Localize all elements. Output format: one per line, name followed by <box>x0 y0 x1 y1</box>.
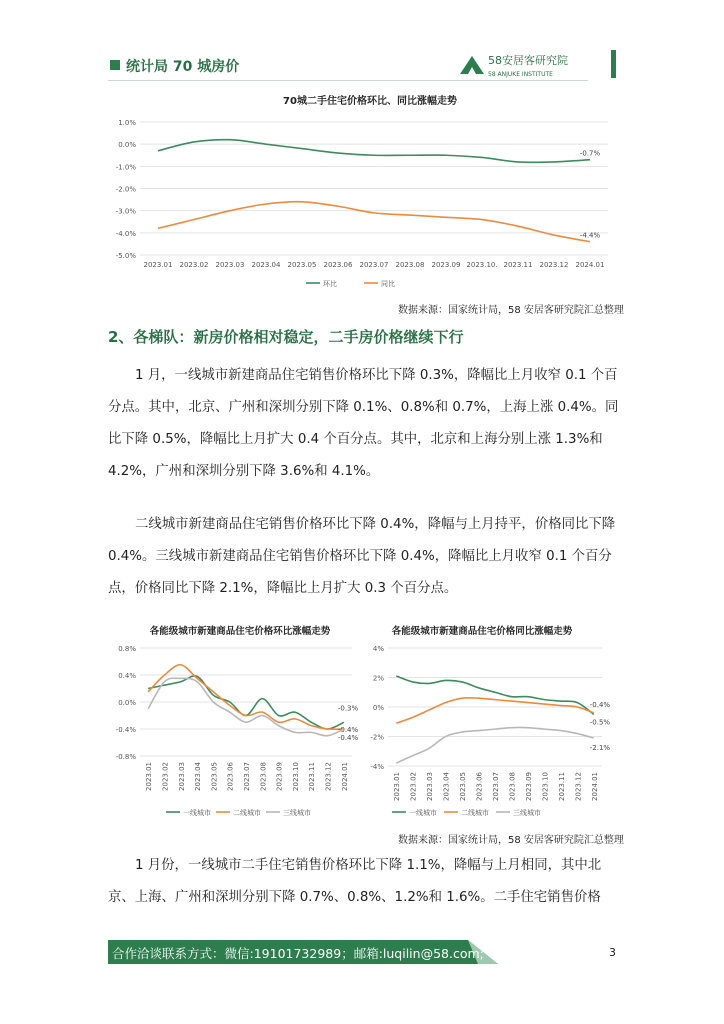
y-tick-label: 0% <box>372 704 384 712</box>
page-header <box>108 50 616 82</box>
series-line <box>158 202 590 242</box>
legend-label: 一线城市 <box>409 809 437 817</box>
header-divider <box>108 80 588 81</box>
x-tick-label: 2023.03 <box>215 261 245 269</box>
series-line <box>158 140 590 163</box>
x-tick-label: 2023.02 <box>161 762 170 791</box>
footer-contact: 合作洽谈联系方式：微信:19101732989；邮箱:luqilin@58.com; <box>112 946 484 961</box>
chart-tier-mom <box>108 620 364 825</box>
x-tick-label: 2023.11 <box>503 261 533 269</box>
x-tick-label: 2023.04 <box>442 772 451 801</box>
y-tick-label: 0.0% <box>118 141 136 150</box>
chart-70city-secondhand <box>108 90 616 296</box>
y-tick-label: 4% <box>372 645 384 653</box>
x-tick-label: 2023.10 <box>291 762 300 791</box>
data-source-2: 数据来源：国家统计局，58 安居客研究院汇总整理 <box>398 835 624 846</box>
x-tick-label: 2023.02 <box>409 772 418 801</box>
data-source-1: 数据来源：国家统计局，58 安居客研究院汇总整理 <box>398 305 624 316</box>
y-tick-label: 2% <box>372 674 384 683</box>
y-tick-label: -0.8% <box>115 753 136 761</box>
x-tick-label: 2024.01 <box>340 762 349 791</box>
x-tick-label: 2023.04 <box>194 762 203 791</box>
y-tick-label: -3.0% <box>115 207 136 216</box>
legend-label: 三线城市 <box>283 809 311 817</box>
end-label: -2.1% <box>589 743 611 752</box>
x-tick-label: 2023.01 <box>143 261 173 269</box>
y-tick-label: 1.0% <box>118 119 136 127</box>
x-tick-label: 2023.09 <box>431 261 461 269</box>
series-line <box>396 676 594 714</box>
y-tick-label: -4.0% <box>115 229 136 238</box>
x-tick-label: 2023.05 <box>287 261 317 269</box>
y-tick-label: 0.4% <box>118 672 136 680</box>
x-tick-label: 2023.07 <box>492 772 500 801</box>
end-label: -0.5% <box>589 718 611 727</box>
header-title: 统计局 70 城房价 <box>126 59 240 75</box>
legend-label: 二线城市 <box>233 809 261 817</box>
chart-title: 各能级城市新建商品住宅价格环比涨幅走势 <box>149 626 331 637</box>
end-label: -0.4% <box>589 700 611 709</box>
x-tick-label: 2023.05 <box>210 762 219 791</box>
x-tick-label: 2023.06 <box>475 772 484 801</box>
x-tick-label: 2023.12 <box>324 762 333 791</box>
paragraph-1: 1 月，一线城市新建商品住宅销售价格环比下降 0.3%，降幅比上月收窄 0.1 个百分点。其中，北京、广州和深圳分别下降 0.1%、0.8%和 0.7%，上海上涨 0.4%。同比下降 0.5%，降幅比上月扩大 0.4 个百分点。其中，北京和上海分别上涨 1.3%和 4.2%，广州和深圳分别下降 3.6%和 4.1%。 <box>108 368 619 479</box>
x-tick-label: 2023.06 <box>323 261 353 269</box>
anjuke-logo <box>458 50 598 80</box>
x-tick-label: 2023.01 <box>393 772 402 801</box>
legend-label: 二线城市 <box>461 809 489 817</box>
header-bar <box>611 50 616 78</box>
x-tick-label: 2024.01 <box>590 772 599 801</box>
x-tick-label: 2023.12 <box>539 261 569 269</box>
header-marker <box>110 60 120 70</box>
x-tick-label: 2023.09 <box>524 772 533 801</box>
footer-bar <box>108 940 616 964</box>
chart-tier-yoy <box>362 620 618 825</box>
legend-label: 三线城市 <box>513 809 541 817</box>
x-tick-label: 2023.02 <box>179 261 209 269</box>
x-tick-label: 2023.09 <box>275 762 284 791</box>
y-tick-label: -5.0% <box>115 252 136 260</box>
x-tick-label: 2023.07 <box>359 261 389 269</box>
x-tick-label: 2023.03 <box>177 762 186 791</box>
y-tick-label: 0.8% <box>118 645 136 653</box>
x-tick-label: 2023.03 <box>426 772 435 801</box>
legend-label: 环比 <box>323 280 337 288</box>
y-tick-label: -4% <box>370 763 384 771</box>
x-tick-label: 2023.06 <box>226 762 235 791</box>
y-tick-label: -2% <box>370 733 384 742</box>
paragraph-2: 二线城市新建商品住宅销售价格环比下降 0.4%，降幅与上月持平，价格同比下降 0.4%。三线城市新建商品住宅销售价格环比下降 0.4%，降幅比上月收窄 0.1 个百分点，价格同比下降 2.1%，降幅比上月扩大 0.3 个百分点。 <box>108 517 616 596</box>
page-number: 3 <box>609 946 616 959</box>
logo-name: 58安居客研究院 <box>488 54 568 67</box>
x-tick-label: 2023.01 <box>145 762 154 791</box>
x-tick-label: 2023.05 <box>459 772 468 801</box>
x-tick-label: 2023.08 <box>395 261 425 269</box>
paragraph-3: 1 月份，一线城市二手住宅销售价格环比下降 1.1%，降幅与上月相同，其中北京、上海、广州和深圳分别下降 0.7%、0.8%、1.2%和 1.6%。二手住宅销售价格 <box>108 858 602 905</box>
x-tick-label: 2023.08 <box>508 772 517 801</box>
legend-label: 一线城市 <box>183 809 211 817</box>
end-label: -4.4% <box>579 231 601 240</box>
x-tick-label: 2023.10 <box>541 772 550 801</box>
x-tick-label: 2023.12 <box>574 772 583 801</box>
x-tick-label: 2023.11 <box>557 772 566 801</box>
logo-sub: 58 ANJUKE INSTITUTE <box>488 71 553 78</box>
end-label: -0.7% <box>579 149 601 158</box>
series-line <box>396 727 594 763</box>
end-label: -0.4% <box>337 726 359 734</box>
x-tick-label: 2023.10. <box>466 261 498 269</box>
y-tick-label: -1.0% <box>115 163 136 172</box>
x-tick-label: 2023.08 <box>259 762 268 791</box>
x-tick-label: 2023.07 <box>243 762 251 791</box>
end-label: -0.3% <box>337 704 359 713</box>
chart-title: 各能级城市新建商品住宅价格同比涨幅走势 <box>391 626 573 637</box>
section-title: 2、各梯队：新房价格相对稳定，二手房价格继续下行 <box>108 328 464 346</box>
y-tick-label: -2.0% <box>115 185 136 194</box>
chart-title: 70城二手住宅价格环比、同比涨幅走势 <box>283 96 457 107</box>
x-tick-label: 2023.11 <box>308 762 317 791</box>
x-tick-label: 2023.04 <box>251 261 281 269</box>
legend-label: 同比 <box>381 280 395 288</box>
y-tick-label: 0.0% <box>118 699 136 707</box>
y-tick-label: -0.4% <box>115 726 136 734</box>
x-tick-label: 2024.01 <box>575 261 605 269</box>
end-label: -0.4% <box>337 734 359 742</box>
